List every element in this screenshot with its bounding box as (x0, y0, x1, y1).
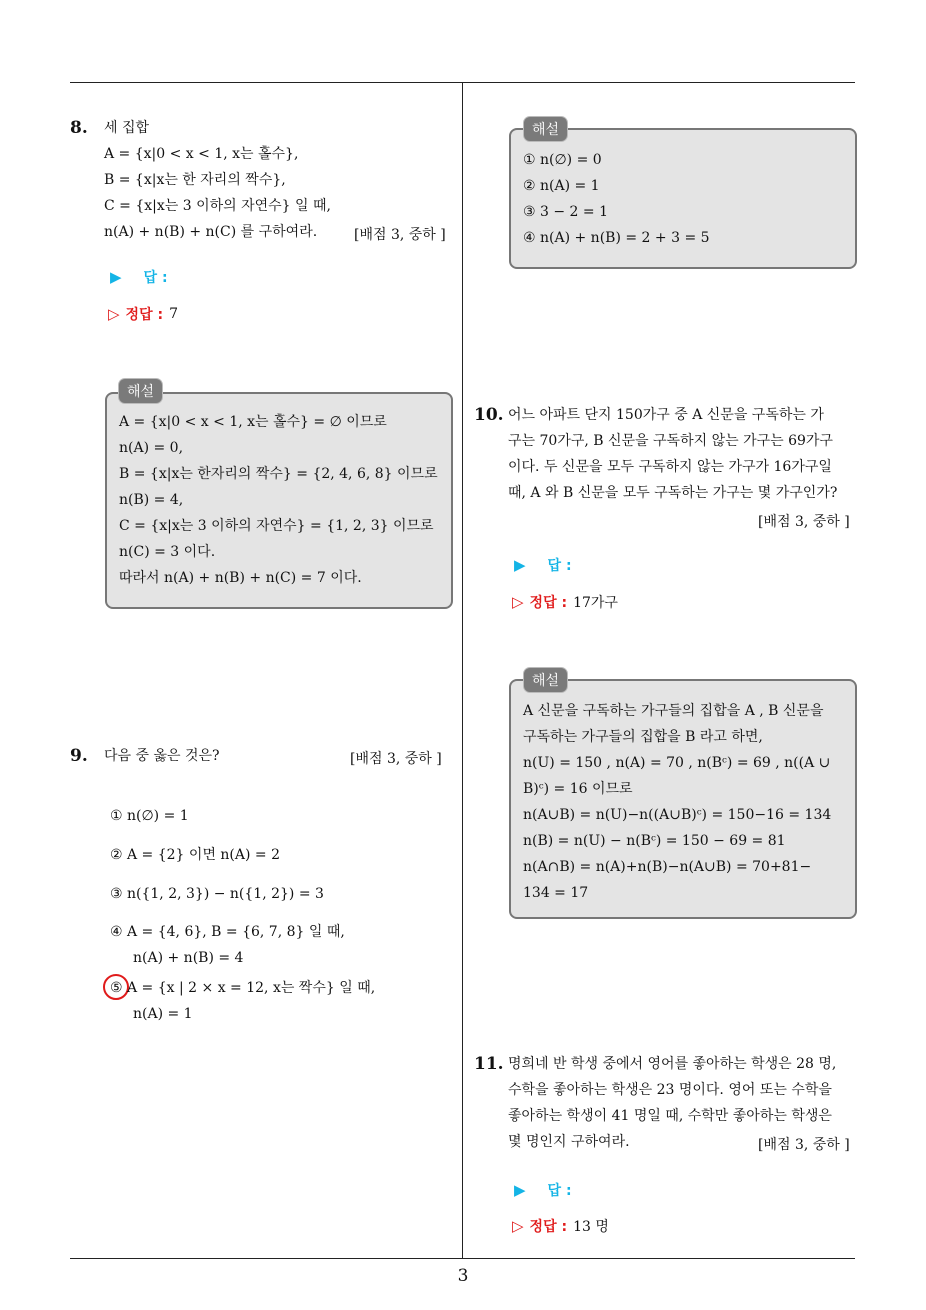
correct-value: 7 (169, 306, 178, 322)
explanation-line: ① n(∅) = 0 (523, 152, 602, 168)
question-number: 11. (474, 1054, 504, 1074)
explanation-line: 구독하는 가구들의 집합을 B 라고 하면, (523, 729, 763, 745)
explanation-line: ④ n(A) + n(B) = 2 + 3 = 5 (523, 230, 710, 246)
answer-label: 답 : (547, 558, 572, 574)
option-2: ② A = {2} 이면 n(A) = 2 (110, 847, 281, 863)
explanation-tag: 해설 (523, 667, 568, 693)
question-line: A = {x|0 < x < 1, x는 홀수}, (104, 146, 299, 162)
bottom-rule (70, 1258, 855, 1259)
score-label: [배점 3, 중하 ] (354, 227, 446, 243)
explanation-line: n(A∪B) = n(U)−n((A∪B)ᶜ) = 150−16 = 134 (523, 807, 832, 823)
score-label: [배점 3, 중하 ] (350, 751, 442, 767)
explanation-line: A 신문을 구독하는 가구들의 집합을 A , B 신문을 (523, 703, 824, 719)
explanation-line: ② n(A) = 1 (523, 178, 600, 194)
question-number: 8. (70, 118, 88, 138)
outline-triangle-icon: ▷ (108, 305, 120, 323)
explanation-line: n(C) = 3 이다. (119, 544, 216, 560)
correct-answer-row (512, 592, 618, 612)
question-line: 이다. 두 신문을 모두 구독하지 않는 가구가 16가구일 (508, 459, 832, 475)
outline-triangle-icon: ▷ (512, 593, 524, 611)
explanation-line: n(B) = 4, (119, 492, 184, 508)
play-triangle-icon: ▶ (110, 268, 122, 286)
question-line: 구는 70가구, B 신문을 구독하지 않는 가구는 69가구 (508, 433, 833, 449)
explanation-box (105, 392, 453, 609)
explanation-line: n(U) = 150 , n(A) = 70 , n(Bᶜ) = 69 , n((A ∪ (523, 755, 831, 771)
page-number: 3 (457, 1266, 469, 1286)
correct-answer-row (108, 304, 178, 324)
explanation-box (509, 128, 857, 269)
option-4-cont: n(A) + n(B) = 4 (133, 950, 244, 966)
answer-label: 답 : (547, 1183, 572, 1199)
answer-row (514, 555, 572, 575)
question-number: 9. (70, 746, 88, 766)
play-triangle-icon: ▶ (514, 1181, 526, 1199)
correct-value: 17가구 (573, 595, 618, 611)
question-line: C = {x|x는 3 이하의 자연수} 일 때, (104, 198, 331, 214)
explanation-line: 따라서 n(A) + n(B) + n(C) = 7 이다. (119, 570, 362, 586)
correct-label: 정답 : (529, 595, 568, 611)
question-line: 때, A 와 B 신문을 모두 구독하는 가구는 몇 가구인가? (508, 485, 838, 501)
explanation-line: B = {x|x는 한자리의 짝수} = {2, 4, 6, 8} 이므로 (119, 466, 438, 482)
score-label: [배점 3, 중하 ] (758, 1137, 850, 1153)
question-text: 다음 중 옳은 것은? (104, 748, 220, 764)
column-divider (462, 82, 463, 1259)
question-line: n(A) + n(B) + n(C) 를 구하여라. (104, 224, 318, 240)
answer-row (110, 267, 168, 287)
explanation-tag: 해설 (523, 116, 568, 142)
question-line: 좋아하는 학생이 41 명일 때, 수학만 좋아하는 학생은 (508, 1108, 832, 1124)
option-5-cont: n(A) = 1 (133, 1006, 193, 1022)
correct-answer-row (512, 1216, 609, 1236)
explanation-line: A = {x|0 < x < 1, x는 홀수} = ∅ 이므로 (119, 414, 387, 430)
question-line: 명희네 반 학생 중에서 영어를 좋아하는 학생은 28 명, (508, 1056, 837, 1072)
explanation-line: ③ 3 − 2 = 1 (523, 204, 608, 220)
option-1: ① n(∅) = 1 (110, 808, 189, 824)
question-line: 세 집합 (104, 120, 150, 136)
score-label: [배점 3, 중하 ] (758, 514, 850, 530)
answer-label: 답 : (143, 270, 168, 286)
explanation-line: C = {x|x는 3 이하의 자연수} = {1, 2, 3} 이므로 (119, 518, 434, 534)
question-line: 수학을 좋아하는 학생은 23 명이다. 영어 또는 수학을 (508, 1082, 832, 1098)
explanation-line: n(A∩B) = n(A)+n(B)−n(A∪B) = 70+81− (523, 859, 812, 875)
explanation-line: n(A) = 0, (119, 440, 184, 456)
option-5: ⑤ A = {x | 2 × x = 12, x는 짝수} 일 때, (110, 980, 376, 996)
question-line: B = {x|x는 한 자리의 짝수}, (104, 172, 286, 188)
question-line: 몇 명인지 구하여라. (508, 1134, 630, 1150)
question-number: 10. (474, 405, 504, 425)
correct-label: 정답 : (125, 307, 164, 323)
explanation-tag: 해설 (118, 378, 163, 404)
explanation-line: B)ᶜ) = 16 이므로 (523, 781, 633, 797)
correct-label: 정답 : (529, 1219, 568, 1235)
answer-row (514, 1180, 572, 1200)
play-triangle-icon: ▶ (514, 556, 526, 574)
option-3: ③ n({1, 2, 3}) − n({1, 2}) = 3 (110, 886, 324, 902)
explanation-line: n(B) = n(U) − n(Bᶜ) = 150 − 69 = 81 (523, 833, 786, 849)
outline-triangle-icon: ▷ (512, 1217, 524, 1235)
explanation-box (509, 679, 857, 919)
explanation-line: 134 = 17 (523, 885, 589, 901)
question-line: 어느 아파트 단지 150가구 중 A 신문을 구독하는 가 (508, 407, 824, 423)
option-4: ④ A = {4, 6}, B = {6, 7, 8} 일 때, (110, 924, 345, 940)
correct-value: 13 명 (573, 1219, 609, 1235)
